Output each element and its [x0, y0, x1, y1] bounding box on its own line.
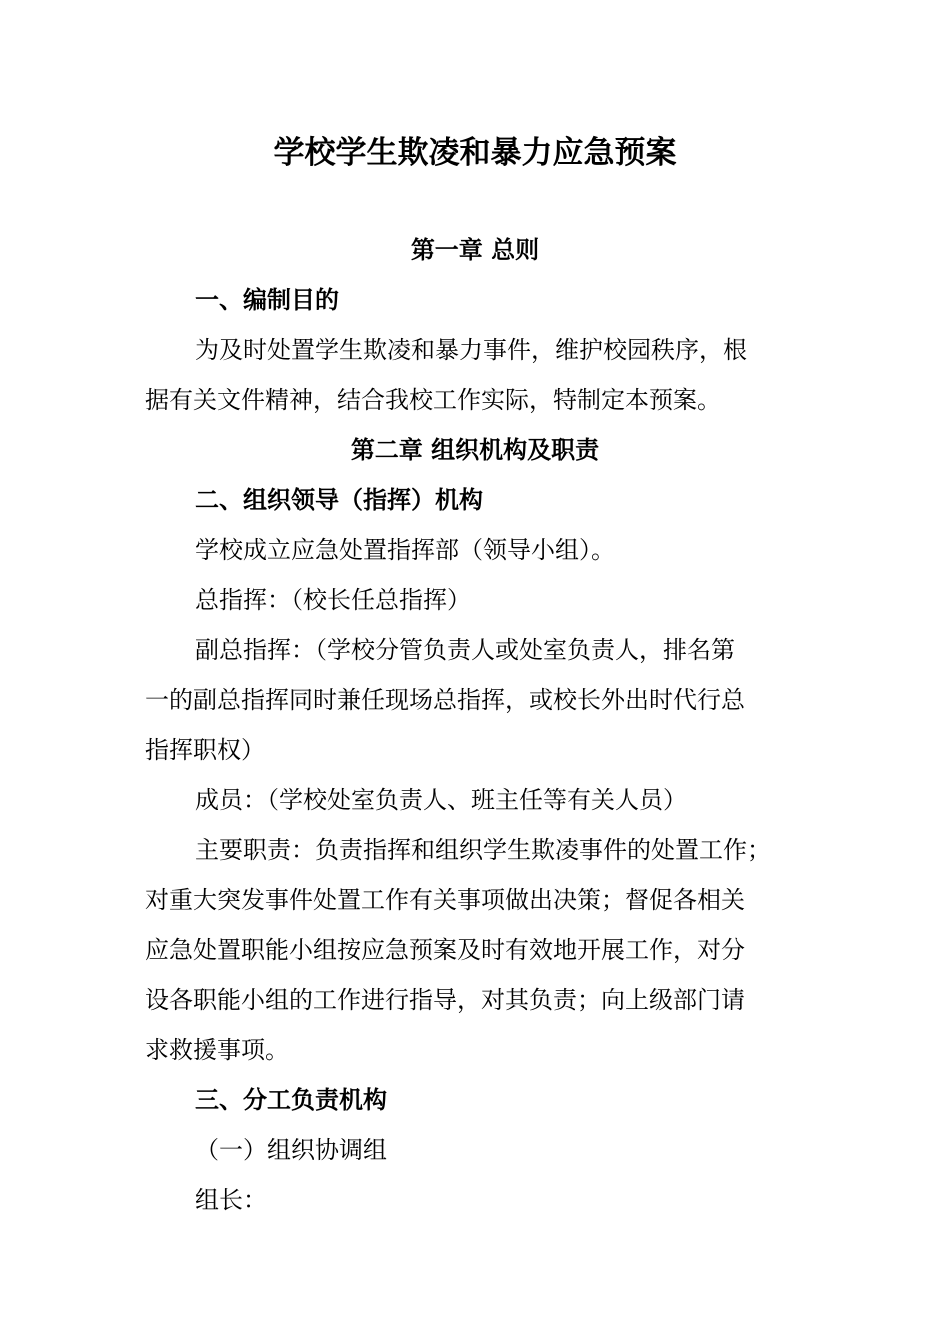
paragraph-line: 设各职能小组的工作进行指导，对其负责；向上级部门请: [145, 986, 745, 1014]
paragraph-line: 指挥职权）: [145, 736, 265, 764]
paragraph-line: 学校成立应急处置指挥部（领导小组）。: [195, 536, 615, 564]
paragraph-line: 主要职责：负责指挥和组织学生欺凌事件的处置工作；: [195, 836, 771, 864]
paragraph-line: 求救援事项。: [145, 1036, 289, 1064]
paragraph-line: 成员：（学校处室负责人、班主任等有关人员）: [195, 786, 687, 814]
paragraph-line: 总指挥：（校长任总指挥）: [195, 586, 471, 614]
chapter-1-heading: 第一章 总则: [410, 236, 540, 264]
paragraph-line: 副总指挥：（学校分管负责人或处室负责人，排名第: [195, 636, 735, 664]
section-1-heading: 一、编制目的: [195, 286, 339, 314]
chapter-2-heading: 第二章 组织机构及职责: [350, 436, 600, 464]
paragraph-line: 据有关文件精神，结合我校工作实际，特制定本预案。: [145, 386, 721, 414]
command-intro-paragraph: [145, 525, 835, 575]
paragraph-line: 组长：: [195, 1186, 267, 1214]
document-title: 学校学生欺凌和暴力应急预案: [273, 135, 677, 171]
paragraph-line: 一的副总指挥同时兼任现场总指挥，或校长外出时代行总: [145, 686, 745, 714]
duties-paragraph: [145, 825, 835, 1075]
purpose-paragraph: [145, 325, 835, 425]
section-3-heading: 三、分工负责机构: [195, 1086, 387, 1114]
members-paragraph: [145, 775, 835, 825]
commander-paragraph: [145, 575, 835, 625]
deputy-commander-paragraph: [145, 625, 835, 775]
paragraph-line: 对重大突发事件处置工作有关事项做出决策；督促各相关: [145, 886, 745, 914]
paragraph-line: （一）组织协调组: [195, 1136, 387, 1164]
group-1-paragraph: [145, 1125, 835, 1175]
paragraph-line: 应急处置职能小组按应急预案及时有效地开展工作，对分: [145, 936, 745, 964]
paragraph-line: 为及时处置学生欺凌和暴力事件，维护校园秩序，根: [195, 336, 747, 364]
section-2-heading: 二、组织领导（指挥）机构: [195, 486, 483, 514]
group-leader-paragraph: [145, 1175, 835, 1225]
